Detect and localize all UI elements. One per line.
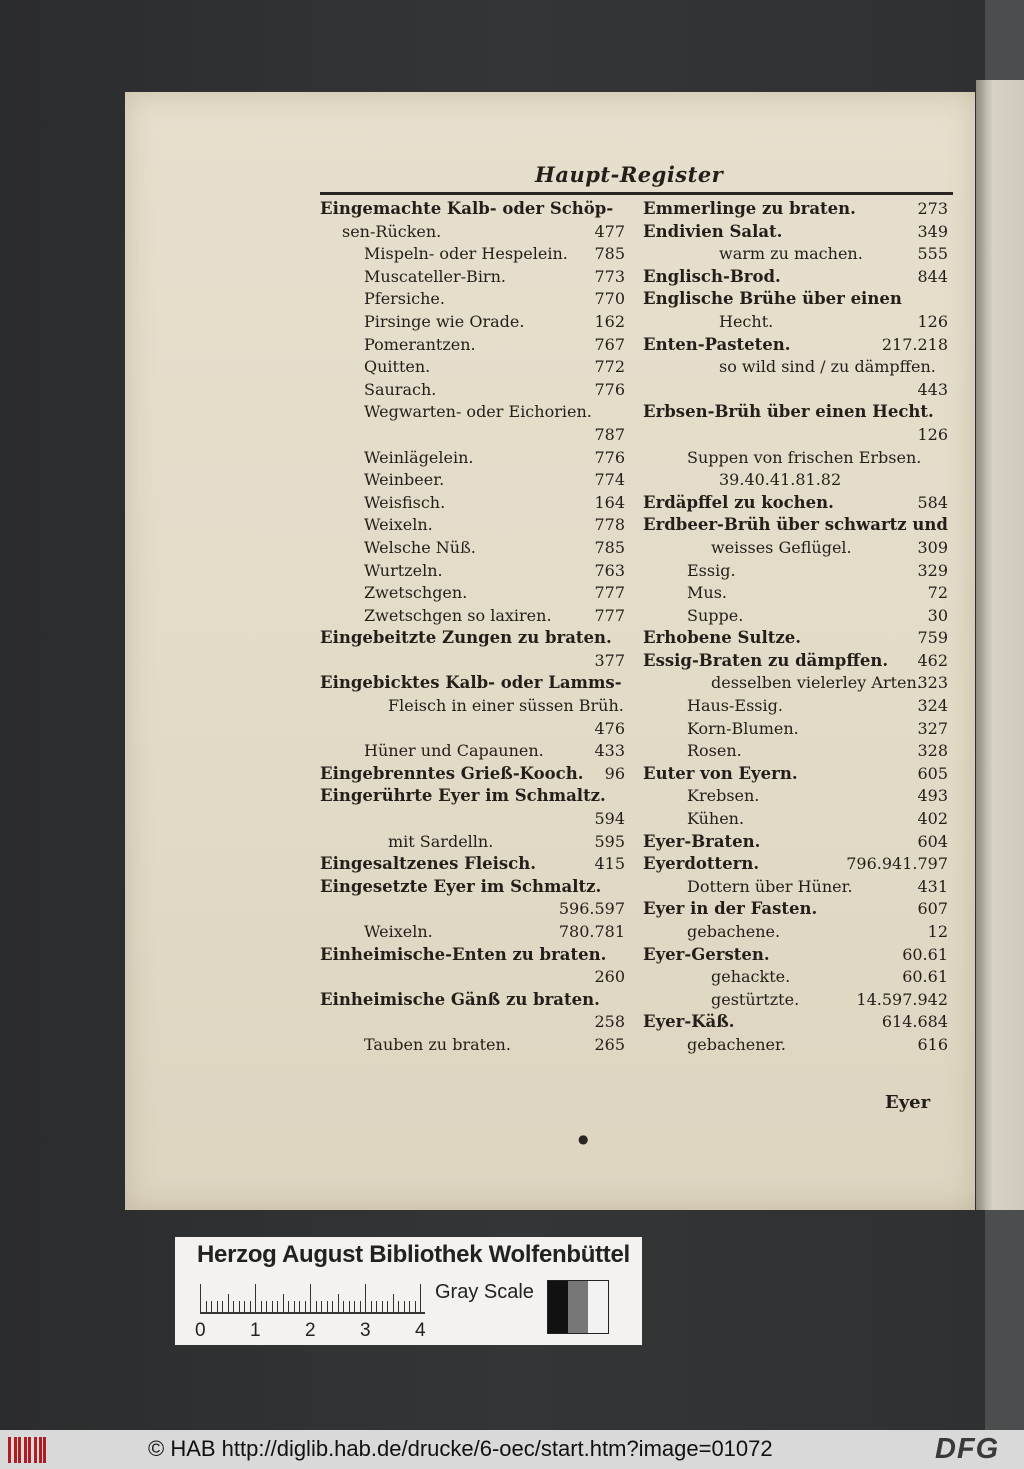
barcode-bar bbox=[8, 1437, 11, 1463]
entry-text: sen-Rücken. bbox=[342, 221, 442, 241]
entry-text: Wurtzeln. bbox=[364, 560, 443, 580]
entry-page-number: 217.218 bbox=[881, 334, 948, 354]
ruler-tick bbox=[200, 1284, 201, 1312]
header-rule bbox=[320, 192, 953, 195]
index-entry bbox=[320, 311, 625, 334]
entry-text: Zwetschgen. bbox=[364, 583, 468, 603]
ruler-tick bbox=[206, 1301, 207, 1312]
entry-text: Dottern über Hüner. bbox=[687, 876, 853, 896]
entry-page-number: 323 bbox=[917, 673, 948, 693]
entry-text: mit Sardelln. bbox=[388, 831, 494, 851]
index-entry bbox=[320, 876, 625, 899]
index-entry bbox=[643, 537, 948, 560]
entry-text: desselben vielerley Arten. bbox=[711, 673, 922, 693]
barcode-bar bbox=[18, 1437, 21, 1463]
entry-text: Haus-Essig. bbox=[687, 696, 783, 716]
index-entry bbox=[643, 718, 948, 741]
index-entry bbox=[643, 808, 948, 831]
entry-text: Hüner und Capaunen. bbox=[364, 741, 544, 761]
entry-text: Eyer in der Fasten. bbox=[643, 899, 818, 919]
ruler-tick bbox=[266, 1301, 267, 1312]
entry-page-number: 324 bbox=[917, 696, 948, 716]
entry-page-number: 402 bbox=[917, 809, 948, 829]
entry-page-number: 309 bbox=[917, 537, 948, 557]
index-entry bbox=[320, 401, 625, 424]
ruler-tick bbox=[250, 1301, 251, 1312]
catchword: Eyer bbox=[885, 1092, 931, 1113]
ruler-tick bbox=[365, 1284, 366, 1312]
index-entry bbox=[643, 966, 948, 989]
entry-page-number: 774 bbox=[594, 470, 625, 490]
entry-page-number: 776 bbox=[594, 379, 625, 399]
ruler-tick bbox=[415, 1301, 416, 1312]
entry-page-number: 616 bbox=[917, 1034, 948, 1054]
entry-text: gebachene. bbox=[687, 922, 781, 941]
index-entry bbox=[643, 288, 948, 311]
index-entry bbox=[643, 447, 948, 470]
entry-page-number: 60.61 bbox=[902, 944, 948, 964]
index-entry bbox=[320, 560, 625, 583]
entry-text: warm zu machen. bbox=[719, 244, 863, 264]
entry-text: Zwetschgen so laxiren. bbox=[364, 605, 552, 625]
ruler-number: 2 bbox=[305, 1320, 316, 1341]
ruler-number: 0 bbox=[195, 1320, 206, 1341]
entry-page-number: 584 bbox=[917, 492, 948, 512]
entry-page-number: 431 bbox=[917, 876, 948, 896]
index-entry bbox=[320, 1011, 625, 1034]
index-entry bbox=[643, 243, 948, 266]
index-entry bbox=[320, 853, 625, 876]
dfg-logo: DFG bbox=[935, 1433, 1000, 1465]
index-entry bbox=[320, 514, 625, 537]
entry-text: Eingebicktes Kalb- oder Lamms- bbox=[320, 673, 622, 693]
entry-page-number: 777 bbox=[594, 583, 625, 603]
entry-page-number: 265 bbox=[594, 1034, 625, 1054]
entry-text: Hecht. bbox=[719, 311, 774, 331]
index-entry bbox=[320, 989, 625, 1012]
entry-text: 39.40.41.81.82 bbox=[719, 470, 842, 490]
index-entry bbox=[643, 898, 948, 921]
ruler-tick bbox=[343, 1301, 344, 1312]
index-entry bbox=[320, 288, 625, 311]
ruler-tick bbox=[294, 1301, 295, 1312]
barcode-bar bbox=[43, 1437, 46, 1463]
entry-page-number: 493 bbox=[917, 786, 948, 806]
index-entry bbox=[643, 198, 948, 221]
index-entry bbox=[643, 650, 948, 673]
entry-page-number: 596.597 bbox=[558, 899, 625, 919]
entry-text: Eingebrenntes Grieß-Kooch. bbox=[320, 763, 584, 783]
entry-page-number: 844 bbox=[917, 266, 948, 286]
entry-page-number: 12 bbox=[927, 922, 948, 941]
ruler-tick bbox=[244, 1301, 245, 1312]
entry-text: Pfersiche. bbox=[364, 289, 445, 309]
entry-page-number: 595 bbox=[594, 831, 625, 851]
library-name: Herzog August Bibliothek Wolfenbüttel bbox=[197, 1241, 630, 1268]
swatch-patch bbox=[588, 1281, 608, 1333]
index-entry bbox=[643, 379, 948, 402]
entry-text: Erdäpffel zu kochen. bbox=[643, 492, 834, 512]
entry-text: Eingesetzte Eyer im Schmaltz. bbox=[320, 876, 602, 896]
page-mark: ● bbox=[578, 1132, 589, 1146]
entry-text: Weinbeer. bbox=[364, 470, 445, 490]
book-page bbox=[125, 92, 975, 1210]
entry-page-number: 162 bbox=[594, 311, 625, 331]
entry-text: Emmerlinge zu braten. bbox=[643, 199, 856, 218]
entry-text: Weinlägelein. bbox=[364, 447, 474, 467]
entry-page-number: 759 bbox=[917, 628, 948, 648]
ruler-tick bbox=[310, 1284, 311, 1312]
entry-page-number: 14.597.942 bbox=[856, 989, 948, 1009]
entry-text: Weixeln. bbox=[364, 515, 433, 535]
ruler-tick bbox=[332, 1301, 333, 1312]
entry-text: Einheimische-Enten zu braten. bbox=[320, 944, 607, 964]
entry-text: Weisfisch. bbox=[364, 492, 446, 512]
index-entry bbox=[320, 831, 625, 854]
entry-text: Eyer-Käß. bbox=[643, 1012, 735, 1032]
index-entry bbox=[643, 672, 948, 695]
ruler-number: 3 bbox=[360, 1320, 371, 1341]
index-entry bbox=[320, 424, 625, 447]
index-entry bbox=[320, 740, 625, 763]
index-entry bbox=[320, 492, 625, 515]
index-entry bbox=[320, 243, 625, 266]
entry-page-number: 327 bbox=[917, 718, 948, 738]
index-entry bbox=[320, 221, 625, 244]
entry-text: Eingemachte Kalb- oder Schöp- bbox=[320, 199, 614, 218]
entry-text: Eingesaltzenes Fleisch. bbox=[320, 854, 536, 874]
entry-text: Weixeln. bbox=[364, 922, 433, 941]
index-entry bbox=[320, 447, 625, 470]
entry-page-number: 772 bbox=[594, 357, 625, 377]
ruler-tick bbox=[316, 1301, 317, 1312]
ruler-tick bbox=[354, 1301, 355, 1312]
running-head: Haupt-Register bbox=[535, 162, 724, 187]
index-column-left bbox=[320, 198, 625, 1057]
entry-text: Fleisch in einer süssen Brüh. bbox=[388, 696, 624, 716]
index-entry bbox=[643, 221, 948, 244]
index-entry bbox=[643, 853, 948, 876]
barcode-bar bbox=[28, 1437, 31, 1463]
ruler-tick bbox=[217, 1301, 218, 1312]
ruler-tick bbox=[261, 1301, 262, 1312]
index-entry bbox=[643, 831, 948, 854]
index-entry bbox=[643, 469, 948, 492]
gray-scale-label: Gray Scale bbox=[435, 1281, 534, 1303]
barcode-bar bbox=[14, 1437, 17, 1463]
ruler-tick bbox=[277, 1301, 278, 1312]
entry-text: Endivien Salat. bbox=[643, 221, 783, 241]
entry-page-number: 477 bbox=[594, 221, 625, 241]
barcode-bar bbox=[39, 1437, 42, 1463]
index-entry bbox=[320, 334, 625, 357]
index-column-right bbox=[643, 198, 948, 1057]
index-entry bbox=[643, 785, 948, 808]
entry-page-number: 787 bbox=[594, 424, 625, 444]
entry-page-number: 273 bbox=[917, 199, 948, 218]
index-entry bbox=[320, 672, 625, 695]
index-entry bbox=[643, 492, 948, 515]
entry-page-number: 555 bbox=[917, 244, 948, 264]
ruler-tick bbox=[327, 1301, 328, 1312]
index-entry bbox=[320, 695, 625, 718]
entry-text: Pirsinge wie Orade. bbox=[364, 311, 525, 331]
entry-text: Eingerührte Eyer im Schmaltz. bbox=[320, 786, 606, 806]
entry-text: Erhobene Sultze. bbox=[643, 628, 801, 648]
index-entry bbox=[320, 537, 625, 560]
entry-page-number: 349 bbox=[917, 221, 948, 241]
entry-text: Essig. bbox=[687, 560, 736, 580]
entry-text: Eyer-Braten. bbox=[643, 831, 761, 851]
index-entry bbox=[643, 876, 948, 899]
ruler-tick bbox=[321, 1301, 322, 1312]
index-entry bbox=[643, 356, 948, 379]
gray-swatch bbox=[547, 1280, 609, 1334]
entry-text: Korn-Blumen. bbox=[687, 718, 799, 738]
entry-page-number: 763 bbox=[594, 560, 625, 580]
barcode-icon bbox=[8, 1437, 46, 1463]
entry-text: Essig-Braten zu dämpffen. bbox=[643, 650, 889, 670]
ruler-scale bbox=[195, 1284, 426, 1341]
ruler-tick bbox=[211, 1301, 212, 1312]
index-entry bbox=[320, 921, 625, 944]
ruler-tick bbox=[338, 1294, 339, 1312]
ruler-tick bbox=[409, 1301, 410, 1312]
index-entry bbox=[643, 424, 948, 447]
index-entry bbox=[320, 763, 625, 786]
viewer-footer bbox=[0, 1430, 1024, 1469]
index-entry bbox=[320, 627, 625, 650]
ruler-tick bbox=[420, 1284, 421, 1312]
index-entry bbox=[320, 808, 625, 831]
entry-text: Saurach. bbox=[364, 379, 437, 399]
entry-text: weisses Geflügel. bbox=[711, 537, 852, 557]
entry-text: Pomerantzen. bbox=[364, 334, 476, 354]
entry-text: Einheimische Gänß zu braten. bbox=[320, 989, 600, 1009]
entry-page-number: 72 bbox=[927, 583, 948, 603]
entry-page-number: 377 bbox=[594, 650, 625, 670]
entry-text: Welsche Nüß. bbox=[364, 537, 476, 557]
index-entry bbox=[643, 266, 948, 289]
ruler-tick bbox=[349, 1301, 350, 1312]
entry-page-number: 778 bbox=[594, 515, 625, 535]
copyright-link[interactable]: © HAB http://diglib.hab.de/drucke/6-oec/start.htm?image=01072 bbox=[148, 1436, 773, 1461]
entry-text: Erdbeer-Brüh über schwartz und bbox=[643, 515, 948, 535]
entry-text: Euter von Eyern. bbox=[643, 763, 798, 783]
entry-page-number: 258 bbox=[594, 1012, 625, 1032]
entry-page-number: 780.781 bbox=[558, 922, 625, 941]
entry-text: Eingebeitzte Zungen zu braten. bbox=[320, 628, 612, 648]
index-entry bbox=[643, 944, 948, 967]
index-entry bbox=[320, 944, 625, 967]
index-entry bbox=[320, 650, 625, 673]
entry-page-number: 126 bbox=[917, 424, 948, 444]
index-entry bbox=[643, 582, 948, 605]
entry-page-number: 607 bbox=[917, 899, 948, 919]
entry-text: Eyer-Gersten. bbox=[643, 944, 770, 964]
entry-page-number: 594 bbox=[594, 809, 625, 829]
entry-text: so wild sind / zu dämpffen. bbox=[719, 357, 936, 377]
index-entry bbox=[643, 921, 948, 944]
ruler-number: 4 bbox=[415, 1320, 426, 1341]
index-entry bbox=[643, 989, 948, 1012]
index-entry bbox=[320, 898, 625, 921]
ruler-tick bbox=[360, 1301, 361, 1312]
entry-text: Suppe. bbox=[687, 605, 744, 625]
index-entry bbox=[320, 356, 625, 379]
entry-page-number: 777 bbox=[594, 605, 625, 625]
ruler-tick bbox=[371, 1301, 372, 1312]
ruler-number: 1 bbox=[250, 1320, 261, 1341]
index-entry bbox=[643, 1034, 948, 1057]
index-entry bbox=[320, 582, 625, 605]
entry-page-number: 796.941.797 bbox=[846, 854, 948, 874]
tissue-overlay bbox=[985, 0, 1024, 1469]
entry-page-number: 614.684 bbox=[881, 1012, 948, 1032]
swatch-patch bbox=[548, 1281, 568, 1333]
ruler-tick bbox=[222, 1301, 223, 1312]
index-entry bbox=[320, 605, 625, 628]
ruler-tick bbox=[283, 1294, 284, 1312]
barcode-bar bbox=[24, 1437, 27, 1463]
ruler-tick bbox=[233, 1301, 234, 1312]
ruler-tick bbox=[272, 1301, 273, 1312]
index-entry bbox=[320, 718, 625, 741]
entry-page-number: 30 bbox=[927, 605, 948, 625]
ruler-tick bbox=[239, 1301, 240, 1312]
ruler-tick bbox=[376, 1301, 377, 1312]
ruler-tick bbox=[387, 1301, 388, 1312]
entry-page-number: 605 bbox=[917, 763, 948, 783]
index-entry bbox=[643, 695, 948, 718]
entry-text: Enten-Pasteten. bbox=[643, 334, 791, 354]
entry-page-number: 328 bbox=[917, 741, 948, 761]
entry-text: Tauben zu braten. bbox=[364, 1034, 511, 1054]
entry-text: Mus. bbox=[687, 583, 727, 603]
ruler-tick bbox=[393, 1294, 394, 1312]
entry-text: Krebsen. bbox=[687, 786, 760, 806]
index-entry bbox=[320, 785, 625, 808]
entry-text: Muscateller-Birn. bbox=[364, 266, 506, 286]
entry-page-number: 260 bbox=[594, 967, 625, 987]
entry-page-number: 329 bbox=[917, 560, 948, 580]
index-entry bbox=[320, 266, 625, 289]
index-entry bbox=[643, 763, 948, 786]
entry-page-number: 433 bbox=[594, 741, 625, 761]
index-entry bbox=[643, 627, 948, 650]
entry-page-number: 443 bbox=[917, 379, 948, 399]
entry-text: Erbsen-Brüh über einen Hecht. bbox=[643, 402, 934, 422]
barcode-bar bbox=[34, 1437, 37, 1463]
entry-page-number: 476 bbox=[594, 718, 625, 738]
entry-text: gehackte. bbox=[711, 967, 791, 987]
index-entry bbox=[320, 379, 625, 402]
entry-text: gebachener. bbox=[687, 1034, 786, 1054]
entry-text: Englische Brühe über einen bbox=[643, 289, 902, 309]
color-target bbox=[175, 1237, 642, 1345]
entry-text: gestürtzte. bbox=[711, 989, 800, 1009]
index-entry bbox=[320, 469, 625, 492]
entry-page-number: 164 bbox=[594, 492, 625, 512]
entry-text: Mispeln- oder Hespelein. bbox=[364, 244, 568, 264]
entry-text: Suppen von frischen Erbsen. bbox=[687, 447, 922, 467]
entry-page-number: 767 bbox=[594, 334, 625, 354]
ruler-tick bbox=[228, 1294, 229, 1312]
ruler-tick bbox=[404, 1301, 405, 1312]
index-entry bbox=[320, 1034, 625, 1057]
ruler-tick bbox=[255, 1284, 256, 1312]
index-entry bbox=[643, 514, 948, 537]
entry-page-number: 776 bbox=[594, 447, 625, 467]
entry-page-number: 96 bbox=[604, 763, 625, 783]
index-entry bbox=[320, 966, 625, 989]
entry-page-number: 785 bbox=[594, 244, 625, 264]
entry-text: Kühen. bbox=[687, 809, 745, 829]
index-entry bbox=[643, 605, 948, 628]
ruler-tick bbox=[305, 1301, 306, 1312]
index-entry bbox=[643, 1011, 948, 1034]
entry-text: Englisch-Brod. bbox=[643, 266, 781, 286]
entry-page-number: 126 bbox=[917, 311, 948, 331]
ruler-tick bbox=[382, 1301, 383, 1312]
ruler-tick bbox=[398, 1301, 399, 1312]
ruler-tick bbox=[299, 1301, 300, 1312]
entry-page-number: 604 bbox=[917, 831, 948, 851]
index-entry bbox=[643, 311, 948, 334]
entry-page-number: 462 bbox=[917, 650, 948, 670]
entry-page-number: 770 bbox=[594, 289, 625, 309]
entry-text: Quitten. bbox=[364, 357, 431, 377]
entry-text: Eyerdottern. bbox=[643, 854, 760, 874]
swatch-patch bbox=[568, 1281, 588, 1333]
index-entry bbox=[643, 401, 948, 424]
index-entry bbox=[643, 334, 948, 357]
entry-page-number: 773 bbox=[594, 266, 625, 286]
index-entry bbox=[320, 198, 625, 221]
index-entry bbox=[643, 560, 948, 583]
entry-text: Wegwarten- oder Eichorien. bbox=[364, 402, 592, 422]
entry-text: Rosen. bbox=[687, 741, 742, 761]
entry-page-number: 415 bbox=[594, 854, 625, 874]
entry-page-number: 60.61 bbox=[902, 967, 948, 987]
ruler-tick bbox=[288, 1301, 289, 1312]
index-entry bbox=[643, 740, 948, 763]
entry-page-number: 785 bbox=[594, 537, 625, 557]
